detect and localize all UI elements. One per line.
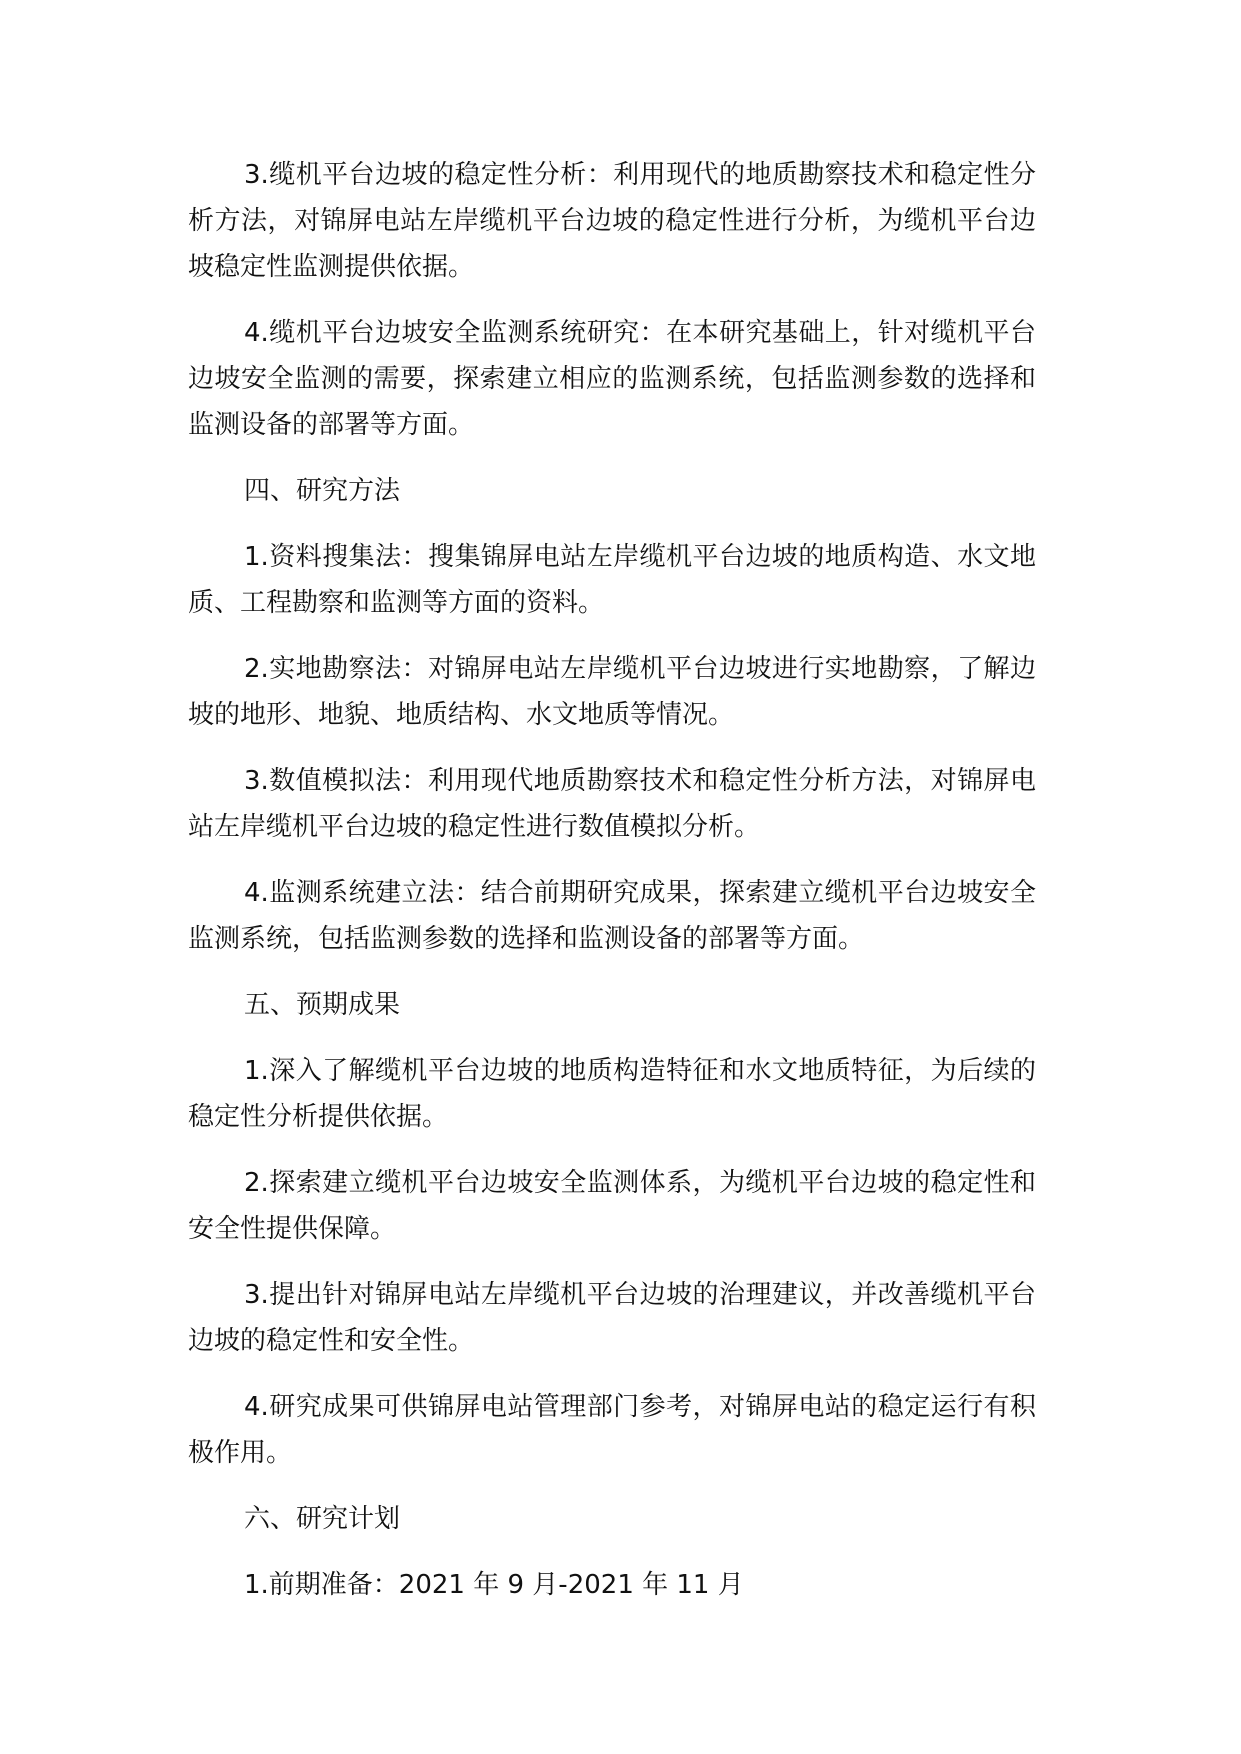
- section-heading-expected-results: 五、预期成果: [244, 990, 401, 1020]
- section-heading-research-methods: 四、研究方法: [244, 476, 401, 506]
- paragraph-data-collection-method: 1.资料搜集法：搜集锦屏电站左岸缆机平台边坡的地质构造、水文地质、工程勘察和监测等方面的资料。: [188, 542, 1036, 618]
- paragraph-monitoring-system-research: 4.缆机平台边坡安全监测系统研究：在本研究基础上，针对缆机平台边坡安全监测的需要，探索建立相应的监测系统，包括监测参数的选择和监测设备的部署等方面。: [188, 318, 1036, 440]
- document-page: [188, 152, 1036, 1628]
- paragraph-result-monitoring: 2.探索建立缆机平台边坡安全监测体系，为缆机平台边坡的稳定性和安全性提供保障。: [188, 1168, 1036, 1244]
- section-heading-research-plan: 六、研究计划: [244, 1504, 401, 1534]
- paragraph-result-treatment: 3.提出针对锦屏电站左岸缆机平台边坡的治理建议，并改善缆机平台边坡的稳定性和安全性。: [188, 1280, 1036, 1356]
- paragraph-field-survey-method: 2.实地勘察法：对锦屏电站左岸缆机平台边坡进行实地勘察，了解边坡的地形、地貌、地质结构、水文地质等情况。: [188, 654, 1036, 730]
- paragraph-result-reference: 4.研究成果可供锦屏电站管理部门参考，对锦屏电站的稳定运行有积极作用。: [188, 1392, 1036, 1468]
- paragraph-slope-stability-analysis: 3.缆机平台边坡的稳定性分析：利用现代的地质勘察技术和稳定性分析方法，对锦屏电站左岸缆机平台边坡的稳定性进行分析，为缆机平台边坡稳定性监测提供依据。: [188, 160, 1036, 282]
- paragraph-numerical-simulation-method: 3.数值模拟法：利用现代地质勘察技术和稳定性分析方法，对锦屏电站左岸缆机平台边坡的稳定性进行数值模拟分析。: [188, 766, 1036, 842]
- paragraph-result-geology: 1.深入了解缆机平台边坡的地质构造特征和水文地质特征，为后续的稳定性分析提供依据。: [188, 1056, 1036, 1132]
- paragraph-plan-preparation: 1.前期准备：2021 年 9 月-2021 年 11 月: [244, 1570, 744, 1600]
- paragraph-monitoring-system-method: 4.监测系统建立法：结合前期研究成果，探索建立缆机平台边坡安全监测系统，包括监测参数的选择和监测设备的部署等方面。: [188, 878, 1036, 954]
